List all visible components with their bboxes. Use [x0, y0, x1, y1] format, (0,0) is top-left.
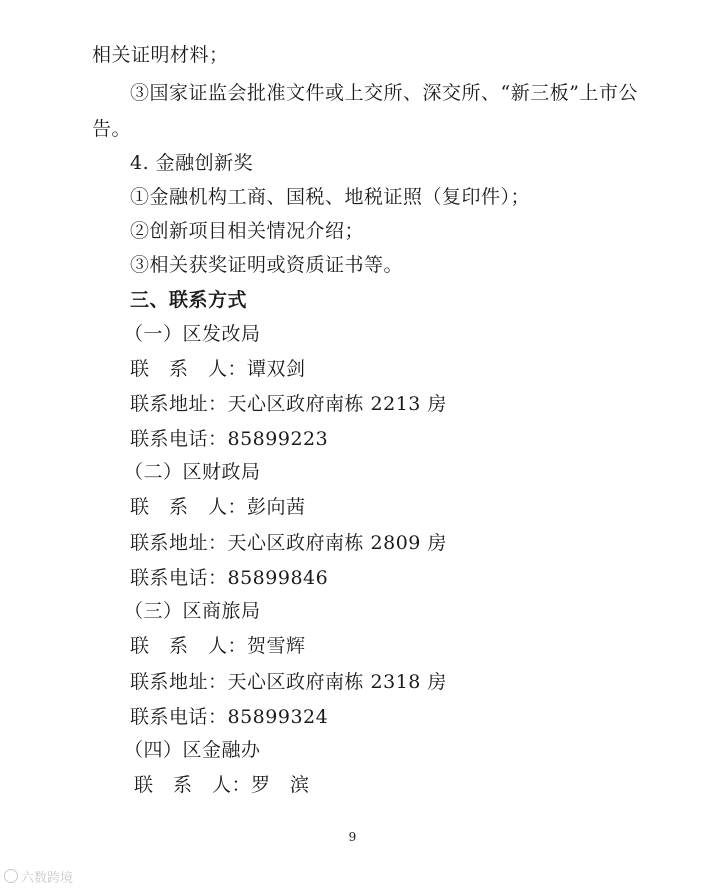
section-heading: 三、联系方式 — [130, 289, 248, 311]
contact-phone-3: 联系电话：85899324 — [130, 706, 329, 728]
page-number: 9 — [348, 830, 357, 844]
contact-person-1: 联 系 人：谭双剑 — [130, 358, 306, 380]
subsection-heading-1: （一）区发改局 — [124, 323, 261, 345]
contact-phone-2: 联系电话：85899846 — [130, 567, 329, 589]
subsection-heading-4: （四）区金融办 — [124, 739, 261, 761]
watermark-logo-icon — [4, 869, 18, 883]
contact-person-4: 联 系 人：罗 滨 — [134, 774, 310, 796]
watermark-text: 六数跨境 — [21, 870, 74, 886]
text-line-6: ②创新项目相关情况介绍； — [130, 220, 365, 242]
contact-phone-1: 联系电话：85899223 — [130, 428, 329, 450]
text-line-1: 相关证明材料； — [92, 44, 229, 66]
watermark — [4, 866, 73, 886]
text-line-3: 告。 — [92, 118, 132, 140]
contact-address-3: 联系地址：天心区政府南栋 2318 房 — [130, 671, 447, 693]
text-line-5: ①金融机构工商、国税、地税证照（复印件）； — [130, 186, 531, 208]
contact-person-2: 联 系 人：彭向茜 — [130, 496, 306, 518]
text-line-7: ③相关获奖证明或资质证书等。 — [130, 254, 404, 276]
subsection-heading-3: （三）区商旅局 — [124, 600, 261, 622]
contact-person-3: 联 系 人：贺雪辉 — [130, 635, 306, 657]
contact-address-1: 联系地址：天心区政府南栋 2213 房 — [130, 393, 447, 415]
subsection-heading-2: （二）区财政局 — [124, 461, 261, 483]
text-line-2: ③国家证监会批准文件或上交所、深交所、“新三板”上市公 — [130, 82, 638, 104]
contact-address-2: 联系地址：天心区政府南栋 2809 房 — [130, 532, 447, 554]
text-line-4: 4. 金融创新奖 — [130, 152, 254, 174]
